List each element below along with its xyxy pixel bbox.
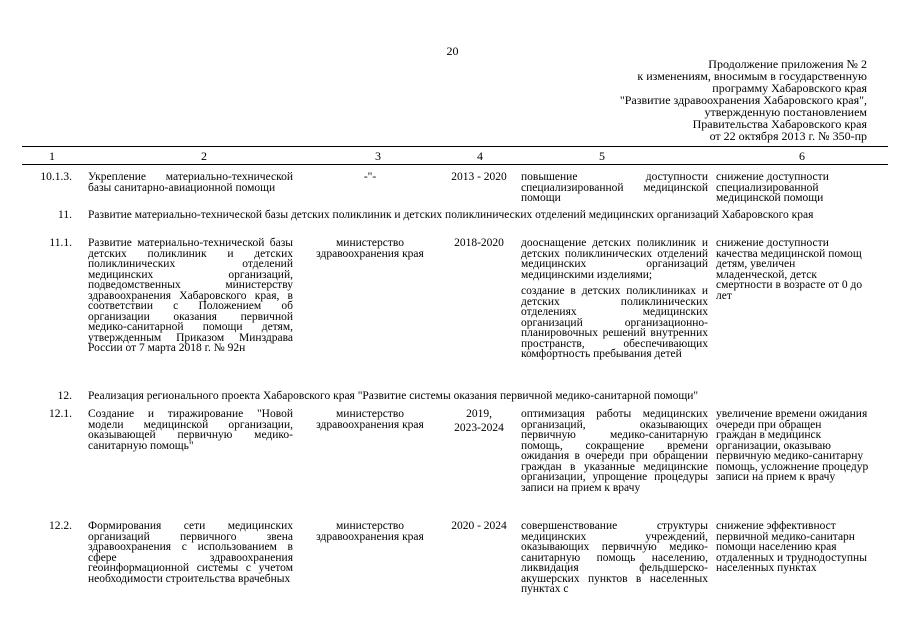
consequence-line: организации, оказываю (716, 439, 831, 452)
period: 2020 - 2024 (451, 520, 507, 532)
row-number: 11.1. (49, 237, 72, 249)
column-header: 4 (477, 149, 483, 163)
column-header: 2 (201, 149, 207, 163)
consequences (716, 409, 888, 483)
consequence-line: записи на прием к врачу (716, 471, 836, 483)
appendix-note (537, 58, 867, 142)
appendix-line: утвержденную постановлением (704, 105, 867, 119)
section-title: Реализация регионального проекта Хабаровского края "Развитие системы оказания первичной медико-санитарной помощи" (88, 390, 699, 402)
section-title: Развитие материально-технической базы детских поликлиник и детских поликлинических отделений медицинских организаций Хабаровского края (88, 209, 814, 221)
consequences (716, 172, 888, 204)
consequence-line: очереди при обращен (716, 418, 822, 431)
period: 2013 - 2020 (451, 171, 507, 183)
responsible: министерство здравоохранения края (316, 237, 424, 260)
activity-name: Развитие материально-технической базы детских поликлиник и детских поликлинических отделений медицинских организаций, подведомственных министерству здравоохранения Хабаровского края, в соответствии с Положением об организации оказания первичной медико-санитарной помощи детям, утвержденным Приказом Минздрава России от 7 марта 2018 г. № 92н (88, 237, 293, 354)
consequence-line: помощи населению края (716, 541, 837, 553)
consequence-line: снижение эффективност (716, 521, 836, 532)
period: 2018-2020 (454, 237, 504, 249)
activity-name: Формирования сети медицинских организаций первичного звена здравоохранения с использованием в сфере здравоохранения геоинформационной системы с учетом необходимости строительства врачебных (88, 520, 293, 585)
column-header: 5 (599, 149, 605, 163)
appendix-line: программу Хабаровского края (712, 81, 867, 95)
consequence-line: медицинской помощи (716, 192, 824, 204)
row-number: 11. (58, 209, 72, 221)
consequence-line: первичную медико-санитарну (716, 450, 864, 462)
consequence-line: специализированной (716, 181, 819, 194)
responsible: -"- (363, 171, 377, 183)
consequence-line: снижение доступности (716, 238, 829, 249)
consequence-line: детям, увеличен (716, 258, 796, 270)
row-number: 12. (57, 390, 72, 402)
consequence-line: младенческой, детск (716, 268, 817, 281)
column-header: 6 (799, 149, 805, 163)
consequence-line: смертности в возрасте от 0 до (716, 279, 863, 291)
consequence-line: лет (716, 289, 732, 301)
expected-result: повышение доступности специализированной медицинской помощи (521, 171, 708, 204)
responsible: министерство здравоохранения края (316, 520, 424, 543)
expected-result (521, 238, 708, 360)
consequence-line: снижение доступности (716, 172, 829, 183)
page-number: 20 (446, 44, 459, 58)
activity-name: Укрепление материально-технической базы санитарно-авиационной помощи (88, 171, 293, 194)
responsible: министерство здравоохранения края (316, 408, 424, 431)
period-line: 2023-2024 (454, 421, 504, 434)
appendix-line: от 22 октября 2013 г. № 350-пр (709, 129, 867, 143)
result-paragraph: дооснащение детских поликлиник и детских поликлинических отделений медицинских организаций медицинскими изделиями; (521, 237, 708, 281)
consequence-line: населенных пунктах (716, 562, 817, 574)
consequences (716, 521, 888, 574)
period-line: 2019, (466, 408, 492, 420)
column-header: 1 (49, 149, 55, 163)
row-number: 12.2. (49, 520, 72, 532)
appendix-line: "Развитие здравоохранения Хабаровского края", (619, 93, 867, 107)
consequence-line: качества медицинской помощ (716, 247, 862, 260)
consequence-line: увеличение времени ожидания (716, 409, 868, 420)
row-number: 10.1.3. (40, 171, 72, 183)
column-header: 3 (375, 149, 381, 163)
consequence-line: граждан в медицинск (716, 429, 822, 441)
expected-result: совершенствование структуры медицинских учреждений, оказывающих первичную медико-санитарную помощь населению, ликвидация фельдшерско- акушерских пунктов в населенных пунктах с (521, 520, 708, 595)
consequences (716, 238, 888, 301)
consequence-line: помощь, усложнение процедур (716, 460, 869, 473)
appendix-line: Продолжение приложения № 2 (708, 57, 867, 71)
appendix-line: Правительства Хабаровского края (692, 117, 867, 131)
consequence-line: отдаленных и труднодоступны (716, 551, 867, 564)
consequence-line: первичной медико-санитарн (716, 530, 855, 543)
row-number: 12.1. (49, 408, 72, 420)
result-paragraph: создание в детских поликлиниках и детских поликлинических отделениях медицинских организаций организационно-планировочных решений внутренних пространств, обеспечивающих комфортность пребывания детей (521, 285, 708, 360)
table-header (22, 146, 888, 165)
appendix-line: к изменениям, вносимым в государственную (637, 69, 867, 83)
expected-result: оптимизация работы медицинских организаций, оказывающих первичную медико-санитарную помощь, сокращение времени ожидания в очереди при обращении граждан в указанные медицинские организации, упрощение процедуры записи на прием к врачу (521, 408, 708, 494)
activity-name: Создание и тиражирование "Новой модели медицинской организации, оказывающей первичную медико-санитарную помощь" (88, 408, 293, 452)
period (444, 409, 514, 433)
